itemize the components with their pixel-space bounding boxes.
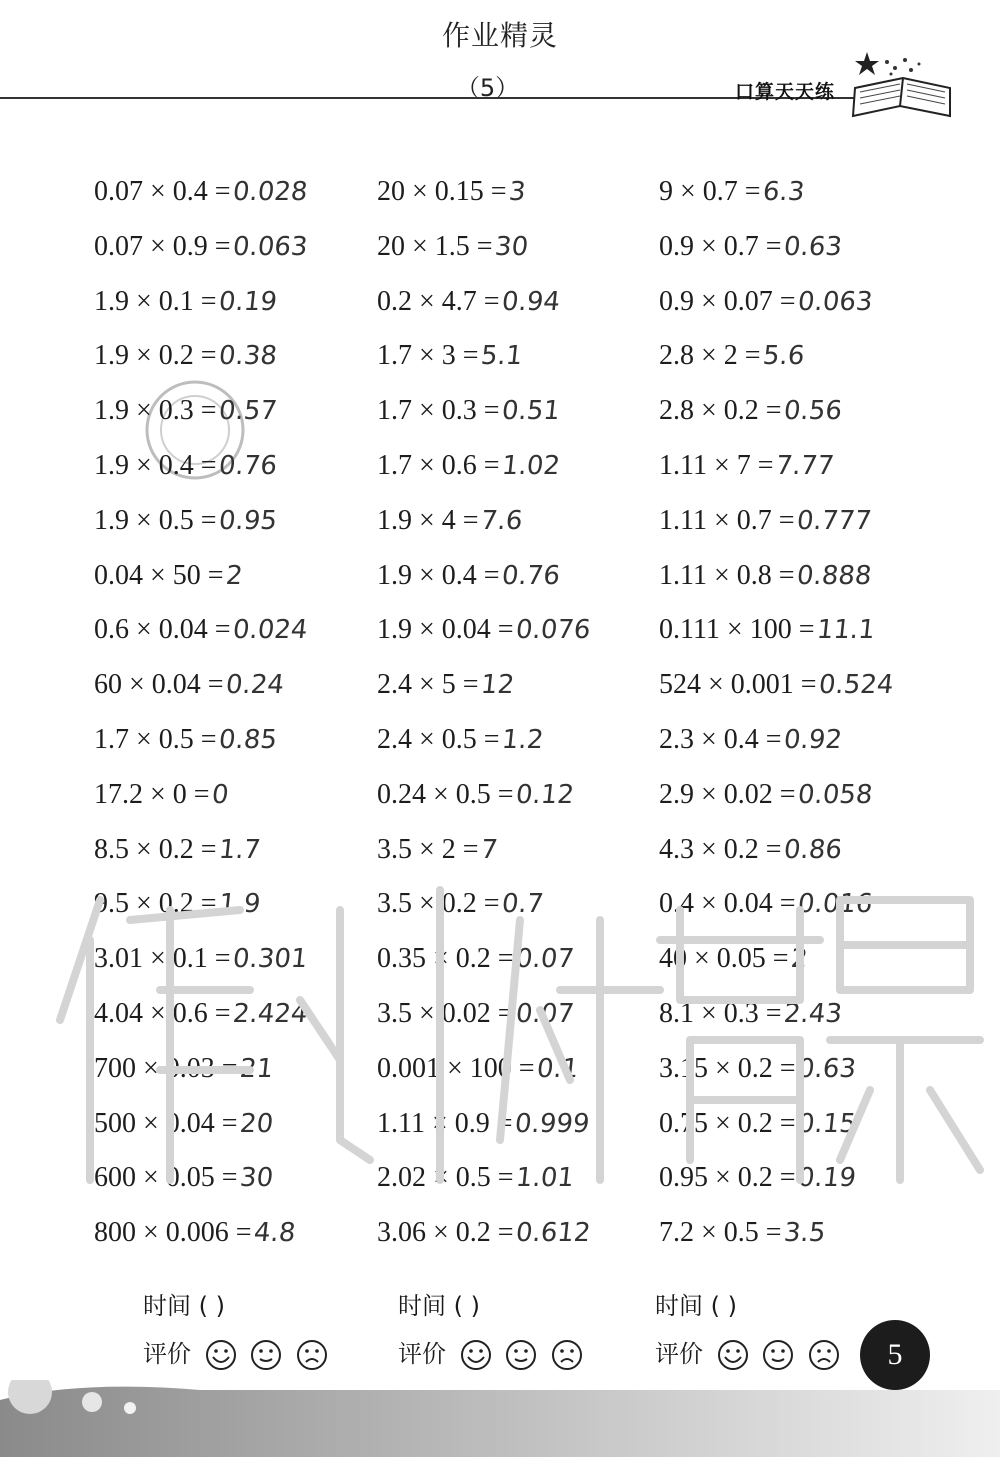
smile-face-icon[interactable] (460, 1339, 492, 1371)
handwritten-answer[interactable]: 0.058 (796, 779, 874, 810)
equation-text: 3.01 × 0.1 = (94, 943, 231, 975)
problem-row (0, 987, 1000, 1041)
handwritten-answer[interactable]: 1.7 (217, 834, 262, 865)
handwritten-answer[interactable]: 30 (493, 231, 530, 262)
problem-cell (94, 877, 260, 931)
equation-text: 4.04 × 0.6 = (94, 998, 231, 1029)
sad-face-icon[interactable] (296, 1339, 328, 1371)
equation-text: 17.2 × 0 = (94, 778, 210, 810)
problem-cell (377, 713, 543, 767)
handwritten-answer[interactable]: 0.301 (231, 944, 309, 975)
problem-cell (659, 768, 872, 822)
problem-row (0, 275, 1000, 329)
handwritten-answer[interactable]: 0.777 (794, 505, 873, 536)
equation-text: 3.06 × 0.2 = (377, 1217, 514, 1249)
problem-cell (659, 603, 874, 657)
equation-text: 1.11 × 0.7 = (659, 504, 795, 536)
handwritten-answer[interactable]: 0.7 (500, 889, 545, 920)
handwritten-answer[interactable]: 7.77 (773, 451, 836, 481)
handwritten-answer[interactable]: 0.07 (514, 944, 576, 975)
problem-cell (94, 713, 279, 767)
problem-cell (94, 768, 228, 822)
handwritten-answer[interactable]: 20 (238, 1108, 275, 1139)
problem-cell (377, 384, 562, 438)
equation-text: 2.4 × 0.5 = (377, 724, 500, 755)
problem-cell (659, 823, 844, 877)
handwritten-answer[interactable]: 0.063 (231, 231, 309, 262)
equation-text: 0.001 × 100 = (377, 1052, 535, 1084)
equation-text: 600 × 0.05 = (94, 1162, 238, 1194)
problem-row (0, 932, 1000, 986)
rating-label: 评价 (143, 1340, 191, 1368)
equation-text: 9.5 × 0.2 = (94, 888, 217, 920)
equation-text: 3.5 × 0.02 = (377, 998, 514, 1029)
open-book-icon (845, 48, 960, 123)
problem-cell (377, 987, 576, 1041)
problem-cell (377, 220, 528, 274)
smile-face-icon[interactable] (717, 1339, 749, 1371)
problem-cell (94, 1097, 273, 1151)
equation-text: 1.11 × 7 = (659, 450, 774, 481)
problem-row (0, 768, 1000, 822)
handwritten-answer[interactable]: 3 (507, 177, 527, 207)
equation-text: 500 × 0.04 = (94, 1107, 238, 1139)
problem-cell (94, 823, 260, 877)
problem-cell (659, 549, 871, 603)
equation-text: 60 × 0.04 = (94, 669, 224, 701)
handwritten-answer[interactable]: 0.24 (224, 670, 286, 701)
handwritten-answer[interactable]: 0.15 (796, 1108, 858, 1139)
handwritten-answer[interactable]: 2 (224, 560, 244, 591)
rating-label: 评价 (398, 1340, 446, 1368)
problem-cell (94, 1042, 273, 1096)
problem-cell (94, 1206, 295, 1260)
handwritten-answer[interactable]: 12 (479, 670, 516, 701)
handwritten-answer[interactable]: 1.01 (514, 1163, 576, 1194)
handwritten-answer[interactable]: 0.76 (500, 560, 562, 591)
problem-cell (659, 384, 844, 438)
rating-group-1 (143, 1334, 328, 1371)
equation-text: 0.35 × 0.2 = (377, 943, 514, 975)
problem-cell (377, 329, 522, 383)
problem-row (0, 165, 1000, 219)
rating-group-3 (655, 1334, 840, 1371)
handwritten-answer[interactable]: 0.86 (782, 834, 844, 865)
equation-text: 2.9 × 0.02 = (659, 778, 796, 810)
equation-text: 8.1 × 0.3 = (659, 998, 782, 1029)
time-field-1: 时间 ( ) (143, 1292, 225, 1320)
problem-row (0, 823, 1000, 877)
problem-cell (94, 658, 286, 712)
equation-text: 3.5 × 2 = (377, 833, 479, 865)
equation-text: 20 × 1.5 = (377, 230, 493, 262)
problem-row (0, 1097, 1000, 1151)
problem-cell (377, 603, 590, 657)
equation-text: 0.04 × 50 = (94, 559, 224, 591)
equation-text: 0.24 × 0.5 = (377, 778, 514, 810)
problem-cell (94, 549, 242, 603)
header-rule (0, 97, 860, 99)
equation-text: 1.7 × 0.6 = (377, 450, 500, 481)
problem-cell (377, 823, 497, 877)
handwritten-answer[interactable]: 0.024 (231, 615, 309, 646)
problem-cell (377, 1151, 576, 1205)
equation-text: 1.9 × 0.4 = (94, 450, 217, 481)
problem-cell (659, 220, 844, 274)
problem-cell (659, 1206, 825, 1260)
equation-text: 2.8 × 2 = (659, 340, 761, 372)
problem-row (0, 1042, 1000, 1096)
equation-text: 1.7 × 0.3 = (377, 395, 500, 427)
lesson-number: （5） (455, 74, 520, 102)
equation-text: 1.9 × 0.04 = (377, 614, 514, 646)
equation-text: 1.7 × 3 = (377, 340, 479, 372)
footer-decoration (0, 1380, 1000, 1457)
page-number-badge: 5 (860, 1320, 930, 1390)
handwritten-answer[interactable]: 0 (210, 779, 230, 810)
problem-row (0, 1206, 1000, 1260)
equation-text: 7.2 × 0.5 = (659, 1217, 782, 1249)
equation-text: 20 × 0.15 = (377, 176, 507, 207)
handwritten-answer[interactable]: 7 (479, 834, 499, 865)
problem-cell (659, 1042, 858, 1096)
time-field-2: 时间 ( ) (398, 1292, 480, 1320)
equation-text: 0.111 × 100 = (659, 614, 815, 646)
handwritten-answer[interactable]: 0.56 (782, 396, 844, 427)
equation-text: 0.07 × 0.9 = (94, 230, 231, 262)
handwritten-answer[interactable]: 21 (238, 1053, 275, 1084)
problem-cell (659, 165, 804, 219)
handwritten-answer[interactable]: 2 (789, 944, 809, 975)
handwritten-answer[interactable]: 2.43 (782, 999, 844, 1029)
equation-text: 2.3 × 0.4 = (659, 724, 782, 755)
problem-cell (94, 494, 279, 548)
problem-cell (377, 165, 525, 219)
problem-row (0, 384, 1000, 438)
equation-text: 2.4 × 5 = (377, 669, 479, 701)
problem-cell (94, 220, 307, 274)
handwritten-answer[interactable]: 0.94 (500, 286, 562, 317)
equation-text: 524 × 0.001 = (659, 669, 817, 701)
equation-text: 1.9 × 0.5 = (94, 504, 217, 536)
handwritten-answer[interactable]: 0.57 (217, 396, 279, 427)
problem-cell (377, 549, 562, 603)
neutral-face-icon[interactable] (250, 1339, 282, 1371)
equation-text: 800 × 0.006 = (94, 1217, 252, 1249)
equation-text: 1.7 × 0.5 = (94, 724, 217, 755)
handwritten-answer[interactable]: 0.95 (217, 505, 279, 536)
handwritten-answer[interactable]: 0.38 (217, 341, 279, 372)
problem-cell (659, 494, 871, 548)
problem-row (0, 494, 1000, 548)
problem-row (0, 658, 1000, 712)
problem-cell (659, 658, 893, 712)
problem-cell (377, 1042, 578, 1096)
problem-cell (377, 658, 514, 712)
handwritten-answer[interactable]: 0.63 (796, 1053, 858, 1084)
rating-label: 评价 (655, 1340, 703, 1368)
equation-text: 700 × 0.03 = (94, 1052, 238, 1084)
equation-text: 0.4 × 0.04 = (659, 888, 796, 920)
handwritten-answer[interactable]: 6.3 (761, 177, 806, 207)
handwritten-answer[interactable]: 0.063 (796, 286, 874, 317)
problem-cell (94, 439, 279, 493)
equation-text: 9 × 0.7 = (659, 176, 761, 207)
problem-cell (377, 877, 543, 931)
handwritten-answer[interactable]: 0.85 (217, 725, 279, 755)
handwritten-answer[interactable]: 0.524 (817, 670, 895, 701)
handwritten-answer[interactable]: 2.424 (231, 999, 309, 1029)
problem-cell (377, 439, 562, 493)
smile-face-icon[interactable] (205, 1339, 237, 1371)
rating-group-2 (398, 1334, 583, 1371)
problem-cell (659, 932, 807, 986)
handwritten-answer[interactable]: 7.6 (479, 505, 524, 536)
problem-row (0, 877, 1000, 931)
handwritten-answer[interactable]: 3.5 (782, 1218, 827, 1249)
handwritten-answer[interactable]: 1.9 (217, 889, 262, 920)
problem-row (0, 713, 1000, 767)
problem-cell (377, 1097, 589, 1151)
problem-cell (377, 494, 522, 548)
handwritten-answer[interactable]: 1.02 (500, 451, 562, 481)
handwritten-answer[interactable]: 0.07 (514, 999, 576, 1029)
problem-cell (659, 275, 872, 329)
equation-text: 1.9 × 0.3 = (94, 395, 217, 427)
problem-cell (94, 384, 279, 438)
equation-text: 2.02 × 0.5 = (377, 1162, 514, 1194)
problem-cell (94, 329, 279, 383)
problem-cell (94, 275, 279, 329)
handwritten-answer[interactable]: 0.888 (794, 560, 873, 591)
problem-cell (659, 877, 872, 931)
equation-text: 40 × 0.05 = (659, 943, 789, 975)
problem-row (0, 603, 1000, 657)
equation-text: 1.9 × 4 = (377, 504, 479, 536)
handwritten-answer[interactable]: 0.999 (512, 1108, 591, 1139)
handwritten-answer[interactable]: 0.612 (514, 1218, 592, 1249)
equation-text: 1.9 × 0.1 = (94, 285, 217, 317)
problem-cell (94, 603, 307, 657)
neutral-face-icon[interactable] (762, 1339, 794, 1371)
handwritten-answer[interactable]: 30 (238, 1163, 275, 1194)
handwritten-answer[interactable]: 0.76 (217, 451, 279, 481)
handwritten-answer[interactable]: 0.016 (796, 889, 874, 920)
equation-text: 4.3 × 0.2 = (659, 833, 782, 865)
equation-text: 1.9 × 0.2 = (94, 340, 217, 372)
problem-cell (659, 329, 804, 383)
book-title: 口算天天练 (735, 81, 836, 103)
handwritten-answer[interactable]: 0.51 (500, 396, 562, 427)
problem-row (0, 439, 1000, 493)
problem-cell (659, 1097, 858, 1151)
handwritten-answer[interactable]: 0.028 (231, 177, 309, 207)
problem-cell (659, 713, 844, 767)
equation-text: 0.6 × 0.04 = (94, 614, 231, 646)
handwritten-answer[interactable]: 5.1 (479, 341, 524, 372)
problem-row (0, 1151, 1000, 1205)
sad-face-icon[interactable] (551, 1339, 583, 1371)
problem-cell (94, 932, 307, 986)
neutral-face-icon[interactable] (505, 1339, 537, 1371)
equation-text: 8.5 × 0.2 = (94, 833, 217, 865)
problem-cell (94, 1151, 273, 1205)
equation-text: 0.9 × 0.07 = (659, 285, 796, 317)
problem-cell (659, 1151, 858, 1205)
equation-text: 0.2 × 4.7 = (377, 285, 500, 317)
problem-cell (377, 1206, 590, 1260)
equation-text: 0.07 × 0.4 = (94, 176, 231, 207)
handwritten-answer[interactable]: 1.2 (500, 725, 545, 755)
equation-text: 3.5 × 0.2 = (377, 888, 500, 920)
problem-cell (94, 987, 307, 1041)
problem-cell (377, 932, 576, 986)
handwritten-answer[interactable]: 0.12 (514, 779, 576, 810)
equation-text: 0.95 × 0.2 = (659, 1162, 796, 1194)
handwritten-answer[interactable]: 11.1 (814, 615, 876, 646)
problem-cell (94, 165, 307, 219)
handwritten-answer[interactable]: 0.1 (535, 1053, 580, 1084)
equation-text: 3.15 × 0.2 = (659, 1052, 796, 1084)
handwritten-answer[interactable]: 5.6 (761, 341, 806, 372)
handwritten-answer[interactable]: 4.8 (252, 1218, 297, 1249)
equation-text: 1.9 × 0.4 = (377, 559, 500, 591)
handwritten-answer[interactable]: 0.19 (217, 286, 279, 317)
equation-text: 0.75 × 0.2 = (659, 1107, 796, 1139)
problem-row (0, 329, 1000, 383)
equation-text: 1.11 × 0.9 = (377, 1107, 513, 1139)
sad-face-icon[interactable] (808, 1339, 840, 1371)
handwritten-answer[interactable]: 0.076 (514, 615, 592, 646)
problem-cell (659, 439, 836, 493)
problem-cell (377, 768, 576, 822)
handwritten-answer[interactable]: 0.63 (782, 231, 844, 262)
problem-cell (659, 987, 844, 1041)
time-field-3: 时间 ( ) (655, 1292, 737, 1320)
equation-text: 2.8 × 0.2 = (659, 395, 782, 427)
header-watermark: 作业精灵 (441, 19, 558, 52)
handwritten-answer[interactable]: 0.92 (782, 725, 844, 755)
problem-cell (377, 275, 562, 329)
problem-row (0, 220, 1000, 274)
equation-text: 0.9 × 0.7 = (659, 230, 782, 262)
handwritten-answer[interactable]: 0.19 (796, 1163, 858, 1194)
problem-row (0, 549, 1000, 603)
equation-text: 1.11 × 0.8 = (659, 559, 795, 591)
